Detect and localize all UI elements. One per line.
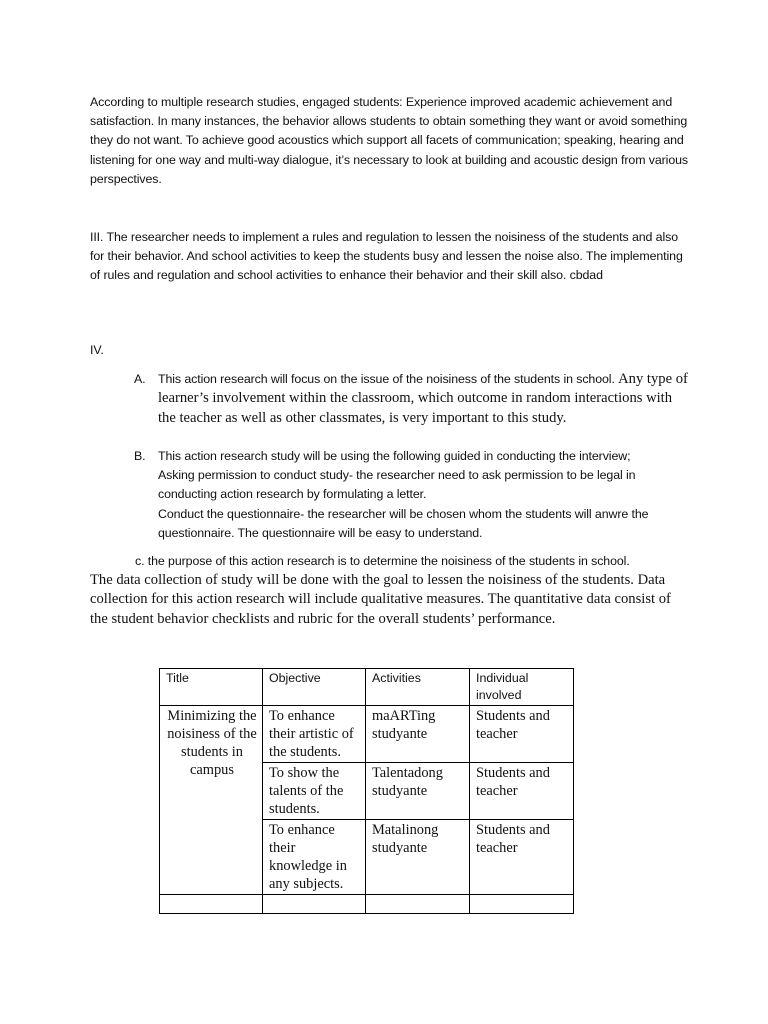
empty-cell bbox=[263, 895, 366, 914]
individual-cell: Students and teacher bbox=[470, 820, 574, 895]
list-marker-a: A. bbox=[134, 372, 146, 386]
list-marker-b: B. bbox=[134, 449, 146, 463]
title-cell: Minimizing the noisiness of the students in campus bbox=[160, 706, 263, 895]
list-item-a-text-1: This action research will focus on the issue of the noisiness of the students in school. bbox=[158, 372, 619, 386]
objective-cell: To show the talents of the students. bbox=[263, 763, 366, 820]
objective-cell: To enhance their artistic of the students. bbox=[263, 706, 366, 763]
header-individual-involved: Individual involved bbox=[470, 669, 574, 706]
individual-cell: Students and teacher bbox=[470, 706, 574, 763]
empty-cell bbox=[470, 895, 574, 914]
list-item-a-text-2: Any type of learner’s involvement within the classroom, which outcome in random interactions with the teacher as well as other classmates, is very important to this study. bbox=[158, 371, 688, 426]
list-item-b-line-3: Conduct the questionnaire- the researcher will be chosen whom the students will anwre the questionnaire. The questionnaire will be easy to understand. bbox=[158, 506, 649, 540]
activity-cell: maARTing studyante bbox=[366, 706, 470, 763]
intro-paragraph: According to multiple research studies, engaged students: Experience improved academic achievement and satisfaction. In many instances, the behavior allows students to obtain something they want or avoid something they do not want. To achieve good acoustics which support all facets of communication; speaking, hearing and listening for one way and multi-way dialogue, it’s necessary to look at building and acoustic design from various perspectives. bbox=[90, 95, 689, 186]
list-item-b-line-2: Asking permission to conduct study- the researcher need to ask permission to be legal in conducting action research by formulating a letter. bbox=[158, 468, 636, 502]
header-title: Title bbox=[160, 669, 263, 706]
list-item-c: c. the purpose of this action research is to determine the noisiness of the students in school. bbox=[135, 554, 630, 568]
objective-cell: To enhance their knowledge in any subjects. bbox=[263, 820, 366, 895]
table-row bbox=[160, 706, 574, 763]
empty-cell bbox=[160, 895, 263, 914]
header-activities: Activities bbox=[366, 669, 470, 706]
section-iv-heading: IV. bbox=[90, 343, 104, 357]
list-item-b bbox=[134, 447, 688, 543]
activities-table bbox=[159, 668, 574, 914]
list-item-a bbox=[134, 370, 688, 428]
activity-cell: Talentadong studyante bbox=[366, 763, 470, 820]
individual-cell: Students and teacher bbox=[470, 763, 574, 820]
data-collection-paragraph: The data collection of study will be done with the goal to lessen the noisiness of the students. Data collection for this action research will include qualitative measures. The quantitative data consist of the student behavior checklists and rubric for the overall students’ performance. bbox=[90, 572, 671, 627]
empty-cell bbox=[366, 895, 470, 914]
list-item-b-line-1: This action research study will be using the following guided in conducting the interview; bbox=[158, 449, 631, 463]
section-iii-paragraph: III. The researcher needs to implement a rules and regulation to lessen the noisiness of the students and also for their behavior. And school activities to keep the students busy and lessen the noise also. The implementing of rules and regulation and school activities to enhance their behavior and their skill also. cbdad bbox=[90, 230, 683, 283]
header-objective: Objective bbox=[263, 669, 366, 706]
table-header-row bbox=[160, 669, 574, 706]
activity-cell: Matalinong studyante bbox=[366, 820, 470, 895]
table-empty-row bbox=[160, 895, 574, 914]
